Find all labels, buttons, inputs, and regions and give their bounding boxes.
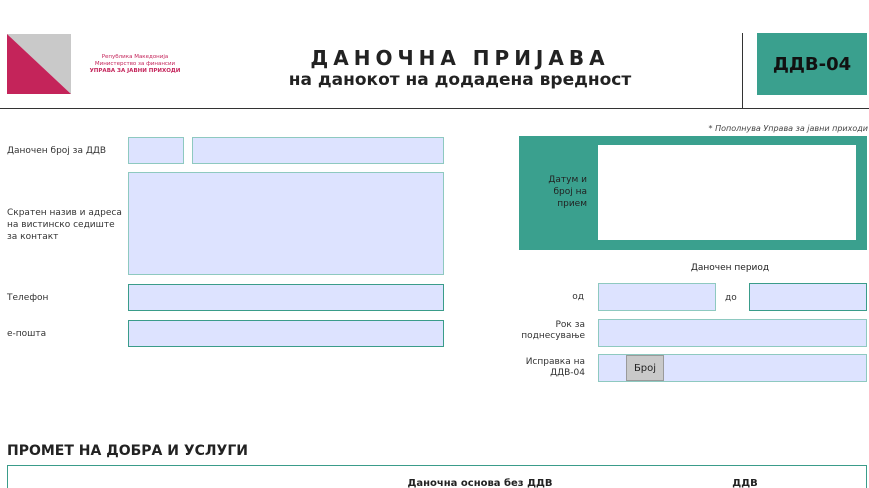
- phone-field[interactable]: [128, 284, 444, 311]
- correction-label: Исправка на ДДВ-04: [525, 357, 585, 378]
- logo-line-2: Министерство за финансии: [94, 61, 176, 67]
- tax-number-prefix-field[interactable]: [128, 137, 184, 164]
- deadline-field[interactable]: [598, 319, 867, 347]
- column-header-vat: ДДВ: [732, 478, 758, 488]
- receipt-date-number-label: Датум и број на прием: [548, 175, 587, 209]
- tax-period-title: Даночен период: [690, 263, 770, 273]
- logo-icon: [7, 34, 71, 94]
- tax-number-field[interactable]: [192, 137, 444, 164]
- page-title: ДАНОЧНА ПРИЈАВА: [310, 46, 610, 70]
- email-label: е-пошта: [7, 329, 47, 339]
- period-from-field[interactable]: [598, 283, 716, 311]
- logo-text: [80, 54, 190, 75]
- logo-line-1: Република Македонија: [101, 54, 169, 60]
- page-subtitle: на данокот на додадена вредност: [288, 70, 632, 90]
- tax-number-label: Даночен број за ДДВ: [7, 146, 107, 156]
- correction-number-button[interactable]: Број: [626, 355, 664, 381]
- receipt-date-number-field[interactable]: [598, 145, 856, 240]
- phone-label: Телефон: [7, 293, 49, 303]
- header-divider: [742, 33, 743, 109]
- period-from-label: од: [572, 292, 584, 302]
- name-address-field[interactable]: [128, 172, 444, 275]
- logo-line-3: УПРАВА ЗА ЈАВНИ ПРИХОДИ: [89, 68, 181, 74]
- period-to-field[interactable]: [749, 283, 867, 311]
- email-field[interactable]: [128, 320, 444, 347]
- form-code-badge: ДДВ-04: [757, 33, 867, 95]
- name-address-label: Скратен назив и адреса на вистинско седиште за контакт: [7, 208, 122, 242]
- office-use-note: * Пополнува Управа за јавни приходи: [708, 124, 868, 133]
- section-title: ПРОМЕТ НА ДОБРА И УСЛУГИ: [7, 443, 248, 459]
- deadline-label: Рок за поднесување: [521, 320, 585, 341]
- period-to-label: до: [725, 293, 737, 303]
- column-header-tax-base: Даночна основа без ДДВ: [407, 478, 553, 488]
- header-rule: [0, 108, 869, 109]
